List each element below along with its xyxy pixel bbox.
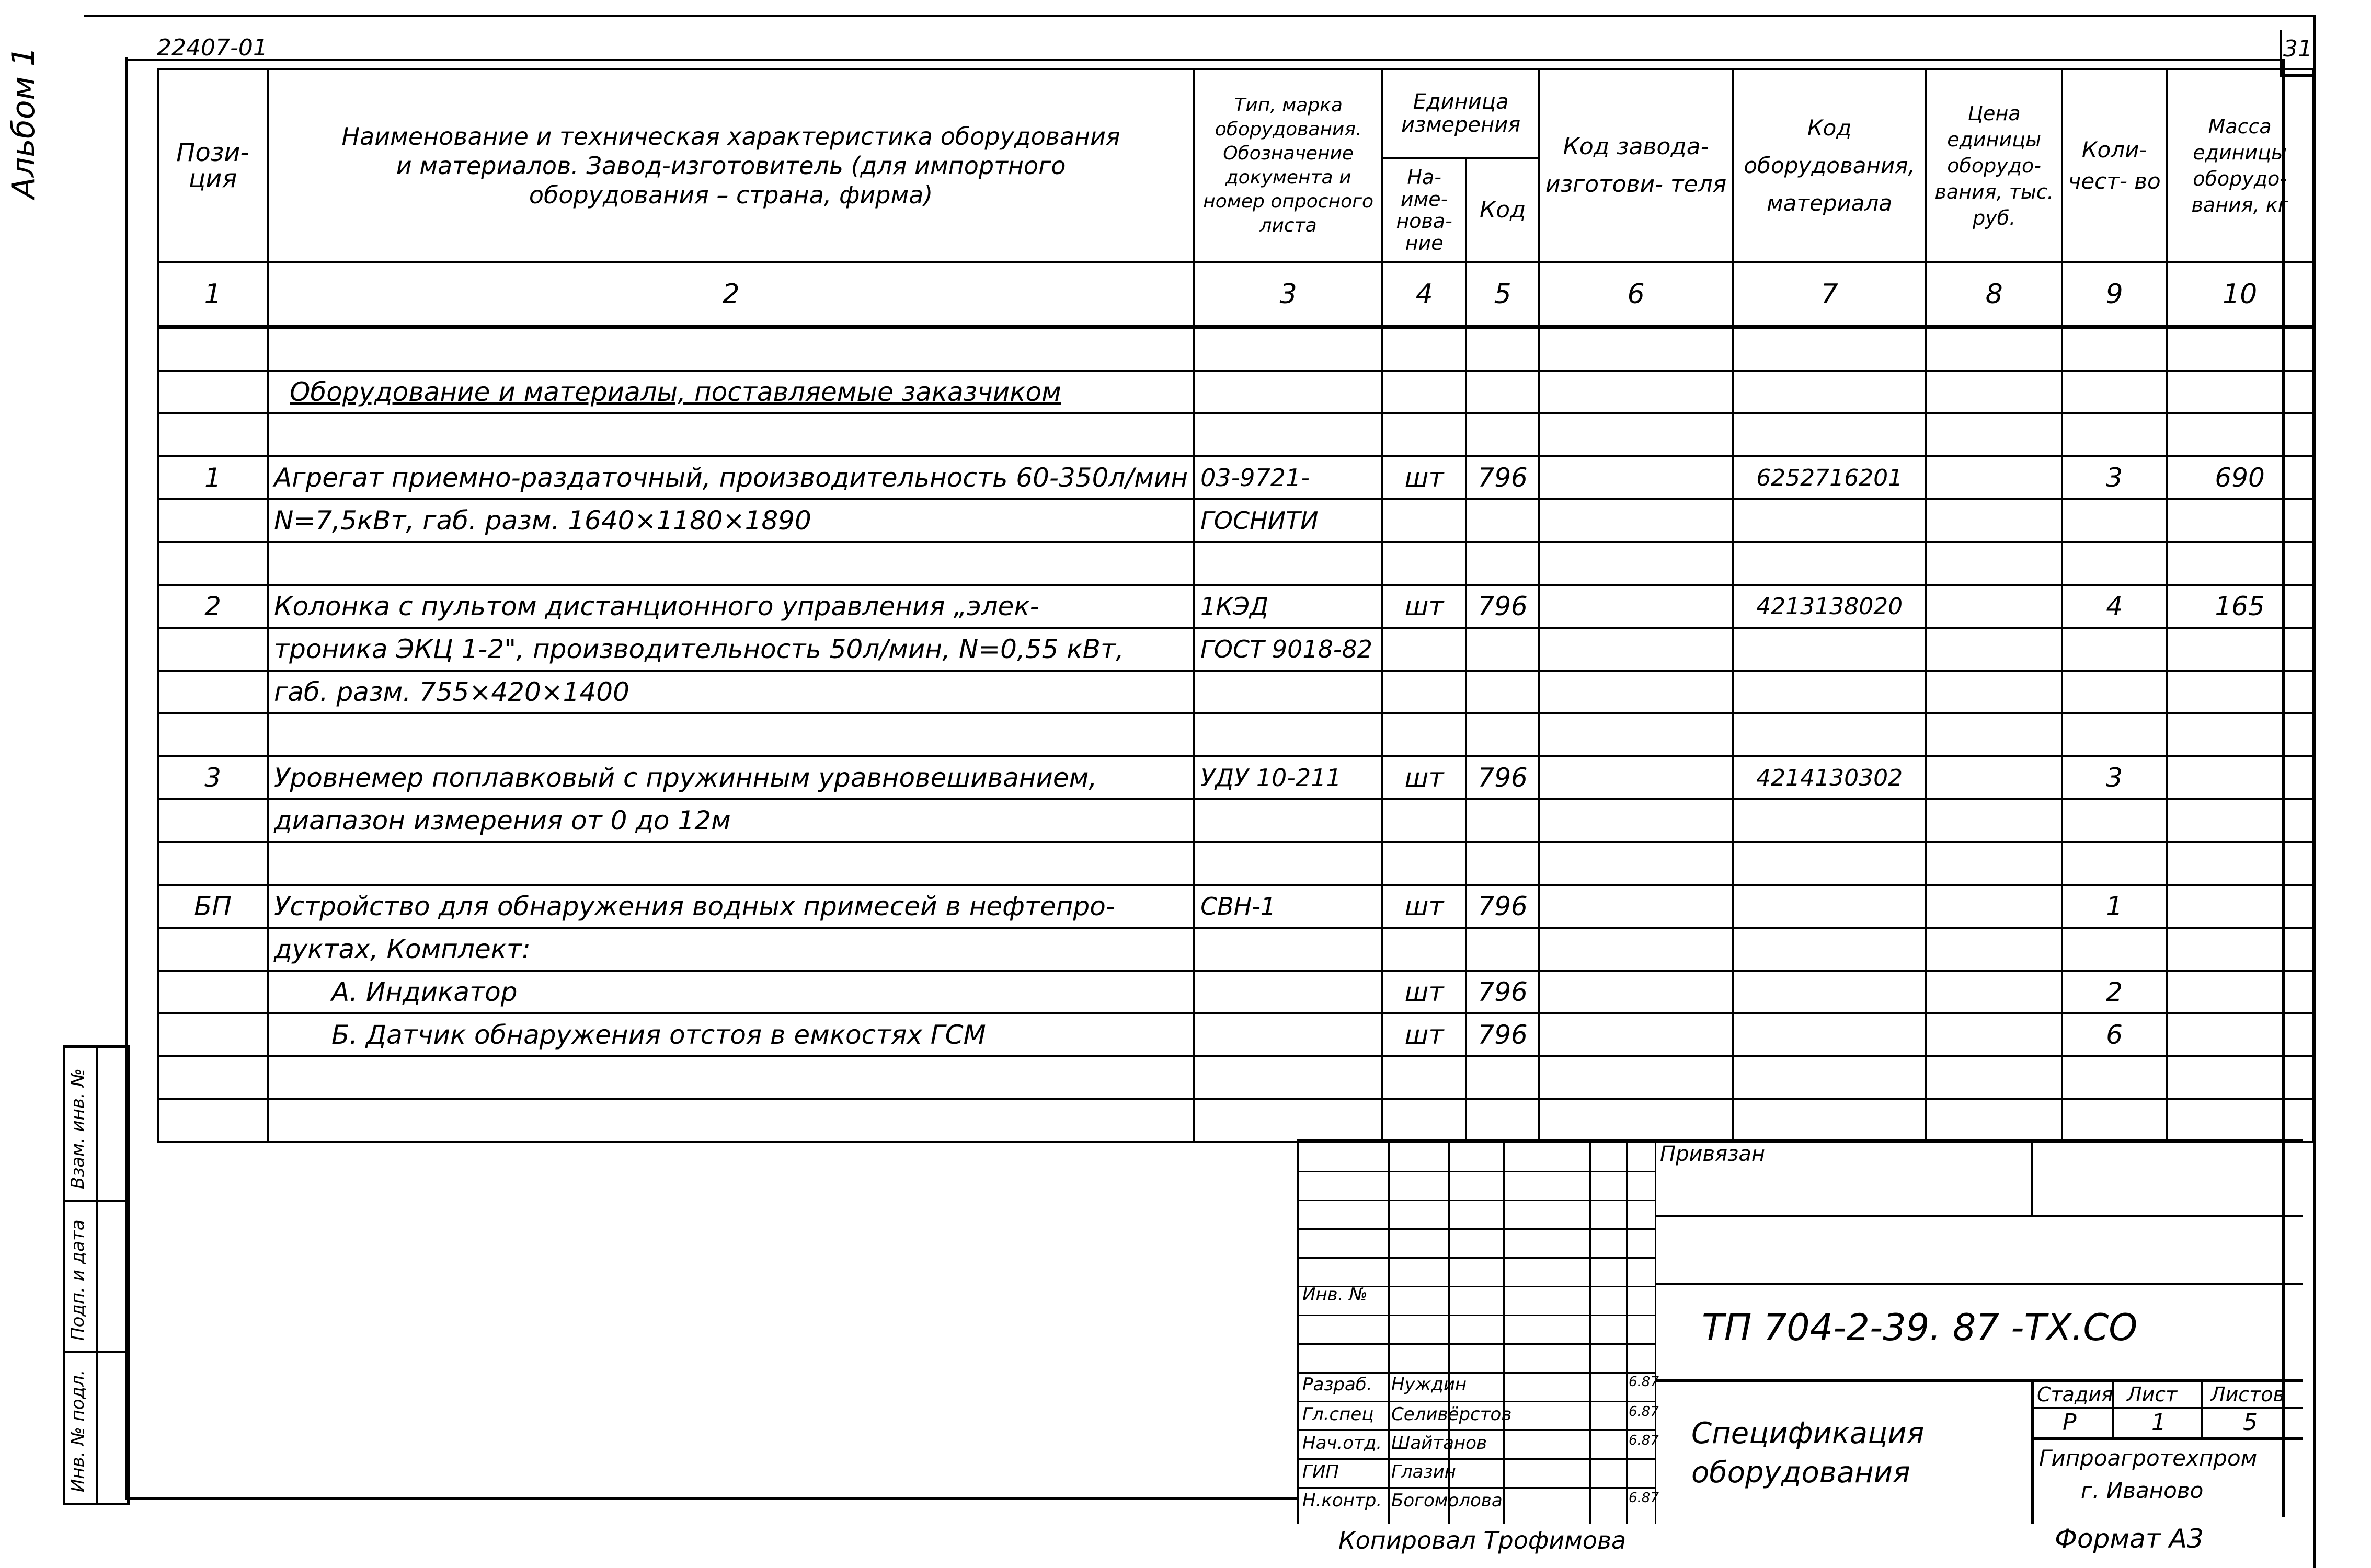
cell-equip: 4214130302: [1733, 756, 1926, 799]
inv-number-label: Инв. №: [1302, 1284, 1368, 1305]
cell-name: N=7,5кВт, габ. разм. 1640×1180×1890: [268, 499, 1194, 542]
cell-plant: [1539, 499, 1733, 542]
cell-code: 796: [1466, 756, 1539, 799]
cell-type: [1194, 371, 1382, 413]
role-name: Шайтанов: [1391, 1433, 1487, 1454]
cell-equip: [1733, 327, 1926, 371]
cell-type: ГОСНИТИ: [1194, 499, 1382, 542]
cell-qty: [2062, 413, 2167, 456]
role-role: Разраб.: [1302, 1374, 1372, 1395]
cell-unit: шт: [1382, 885, 1466, 928]
cell-qty: 6: [2062, 1013, 2167, 1056]
cell-name: габ. разм. 755×420×1400: [268, 671, 1194, 713]
cell-mass: [2167, 499, 2313, 542]
doc-title-line2: оборудования: [1691, 1456, 1910, 1490]
column-number: 5: [1466, 262, 1539, 327]
cell-qty: 3: [2062, 456, 2167, 499]
cell-unit: шт: [1382, 1013, 1466, 1056]
header-position: Пози- ция: [158, 69, 268, 262]
cell-name: Уровнемер поплавковый с пружинным уравновешиванием,: [268, 756, 1194, 799]
cell-mass: [2167, 628, 2313, 671]
cell-type: [1194, 713, 1382, 756]
cell-equip: [1733, 1056, 1926, 1099]
side-stamp: [63, 1045, 130, 1505]
inner-top-line: [125, 59, 2285, 61]
cell-unit: [1382, 713, 1466, 756]
cell-code: [1466, 713, 1539, 756]
cell-qty: 3: [2062, 756, 2167, 799]
cell-code: 796: [1466, 456, 1539, 499]
cell-pos: [158, 371, 268, 413]
sheets-value: 5: [2243, 1409, 2258, 1436]
table-row: [158, 1099, 2313, 1142]
cell-unit: [1382, 928, 1466, 971]
cell-equip: [1733, 842, 1926, 885]
cell-mass: [2167, 928, 2313, 971]
cell-unit: [1382, 799, 1466, 842]
header-plant-code: Код завода- изготови- теля: [1539, 69, 1733, 262]
cell-plant: [1539, 885, 1733, 928]
cell-pos: [158, 1099, 268, 1142]
header-equip-code: Код оборудования, материала: [1733, 69, 1926, 262]
corner-document-code: 22407-01: [157, 34, 268, 61]
cell-unit: [1382, 499, 1466, 542]
role-date: 6.87: [1629, 1490, 1659, 1506]
cell-price: [1926, 585, 2062, 628]
cell-mass: [2167, 413, 2313, 456]
cell-plant: [1539, 971, 1733, 1013]
cell-type: [1194, 1099, 1382, 1142]
header-unit-group: Единица измерения: [1382, 69, 1539, 158]
cell-pos: 1: [158, 456, 268, 499]
role-name: Глазин: [1391, 1461, 1456, 1482]
role-name: Нуждин: [1391, 1374, 1467, 1395]
cell-code: [1466, 1099, 1539, 1142]
cell-plant: [1539, 585, 1733, 628]
cell-qty: [2062, 1056, 2167, 1099]
cell-name: [268, 713, 1194, 756]
cell-price: [1926, 1013, 2062, 1056]
cell-type: 03-9721-: [1194, 456, 1382, 499]
header-mass: Масса единицы оборудо- вания, кг: [2167, 69, 2313, 262]
cell-equip: [1733, 413, 1926, 456]
cell-mass: [2167, 542, 2313, 585]
cell-price: [1926, 542, 2062, 585]
header-price: Цена единицы оборудо- вания, тыс. руб.: [1926, 69, 2062, 262]
cell-type: [1194, 413, 1382, 456]
role-role: ГИП: [1302, 1461, 1339, 1482]
cell-name: [268, 1099, 1194, 1142]
sheets-label: Листов: [2210, 1383, 2285, 1406]
doc-title-line1: Спецификация: [1691, 1416, 1925, 1450]
cell-pos: [158, 327, 268, 371]
cell-plant: [1539, 371, 1733, 413]
cell-unit: шт: [1382, 756, 1466, 799]
cell-pos: [158, 713, 268, 756]
cell-code: [1466, 628, 1539, 671]
title-block: [1297, 1139, 2303, 1524]
cell-plant: [1539, 756, 1733, 799]
cell-name: [268, 542, 1194, 585]
table-row: [158, 1013, 2313, 1056]
cell-equip: 6252716201: [1733, 456, 1926, 499]
cell-code: [1466, 799, 1539, 842]
cell-plant: [1539, 456, 1733, 499]
role-date: 6.87: [1629, 1433, 1659, 1448]
cell-qty: 1: [2062, 885, 2167, 928]
cell-plant: [1539, 413, 1733, 456]
cell-unit: [1382, 371, 1466, 413]
column-number: 7: [1733, 262, 1926, 327]
cell-qty: [2062, 327, 2167, 371]
cell-plant: [1539, 1099, 1733, 1142]
cell-unit: [1382, 327, 1466, 371]
cell-code: [1466, 671, 1539, 713]
role-name: Селивёрстов: [1391, 1404, 1512, 1425]
table-row: [158, 585, 2313, 628]
cell-price: [1926, 971, 2062, 1013]
side-stamp-inv: Инв. № подл.: [67, 1369, 88, 1492]
table-row: [158, 928, 2313, 971]
header-name: Наименование и техническая характеристика оборудования и материалов. Завод-изготовитель (для импортного оборудования – страна, фирма): [268, 69, 1194, 262]
sheet-label: Лист: [2127, 1383, 2178, 1406]
table-row: [158, 971, 2313, 1013]
cell-type: 1КЭД: [1194, 585, 1382, 628]
cell-pos: [158, 499, 268, 542]
cell-code: [1466, 499, 1539, 542]
cell-code: [1466, 928, 1539, 971]
cell-type: УДУ 10-211: [1194, 756, 1382, 799]
cell-name: [268, 842, 1194, 885]
cell-name: [268, 327, 1194, 371]
cell-equip: [1733, 542, 1926, 585]
cell-code: [1466, 542, 1539, 585]
cell-mass: [2167, 1056, 2313, 1099]
cell-price: [1926, 885, 2062, 928]
cell-name: А. Индикатор: [268, 971, 1194, 1013]
cell-qty: [2062, 1099, 2167, 1142]
cell-type: [1194, 1056, 1382, 1099]
cell-name: [268, 413, 1194, 456]
cell-mass: [2167, 885, 2313, 928]
table-row: [158, 413, 2313, 456]
cell-unit: [1382, 842, 1466, 885]
cell-price: [1926, 1099, 2062, 1142]
cell-type: СВН-1: [1194, 885, 1382, 928]
role-role: Н.контр.: [1302, 1490, 1382, 1511]
cell-name: Устройство для обнаружения водных примесей в нефтепро-: [268, 885, 1194, 928]
cell-type: [1194, 928, 1382, 971]
cell-price: [1926, 671, 2062, 713]
table-row: [158, 842, 2313, 885]
cell-equip: [1733, 1099, 1926, 1142]
column-number: 9: [2062, 262, 2167, 327]
cell-name: дуктах, Комплект:: [268, 928, 1194, 971]
cell-type: [1194, 799, 1382, 842]
privyazan-area: [1655, 1142, 2303, 1217]
cell-unit: [1382, 628, 1466, 671]
role-role: Нач.отд.: [1302, 1433, 1382, 1454]
role-role: Гл.спец: [1302, 1404, 1374, 1425]
cell-unit: [1382, 542, 1466, 585]
cell-qty: 2: [2062, 971, 2167, 1013]
privyazan-label: Привязан: [1660, 1142, 1766, 1166]
column-number: 2: [268, 262, 1194, 327]
cell-unit: [1382, 413, 1466, 456]
role-date: 6.87: [1629, 1374, 1659, 1390]
cell-code: 796: [1466, 585, 1539, 628]
top-border: [84, 15, 2316, 17]
cell-code: [1466, 413, 1539, 456]
table-row: [158, 799, 2313, 842]
cell-mass: [2167, 371, 2313, 413]
cell-equip: [1733, 1013, 1926, 1056]
cell-mass: 690: [2167, 456, 2313, 499]
sheet-value: 1: [2151, 1409, 2166, 1436]
album-label: Альбом 1: [5, 47, 42, 199]
column-number: 8: [1926, 262, 2062, 327]
cell-qty: [2062, 842, 2167, 885]
side-stamp-vzam: Взам. инв. №: [67, 1068, 88, 1189]
cell-mass: [2167, 1099, 2313, 1142]
table-row: [158, 456, 2313, 499]
table-row: [158, 327, 2313, 371]
copied-by: Копировал Трофимова: [1338, 1526, 1627, 1554]
cell-pos: [158, 842, 268, 885]
role-name: Богомолова: [1391, 1490, 1503, 1511]
cell-unit: шт: [1382, 585, 1466, 628]
bottom-frame-line: [125, 1497, 1297, 1500]
cell-plant: [1539, 1013, 1733, 1056]
cell-equip: [1733, 885, 1926, 928]
cell-pos: 3: [158, 756, 268, 799]
cell-type: [1194, 971, 1382, 1013]
table-row: [158, 542, 2313, 585]
cell-plant: [1539, 713, 1733, 756]
cell-code: [1466, 1056, 1539, 1099]
cell-price: [1926, 413, 2062, 456]
cell-qty: [2062, 499, 2167, 542]
cell-price: [1926, 327, 2062, 371]
cell-price: [1926, 371, 2062, 413]
cell-price: [1926, 499, 2062, 542]
cell-price: [1926, 628, 2062, 671]
cell-unit: шт: [1382, 971, 1466, 1013]
cell-pos: 2: [158, 585, 268, 628]
cell-type: ГОСТ 9018-82: [1194, 628, 1382, 671]
revision-grid: [1299, 1142, 1659, 1524]
cell-equip: [1733, 371, 1926, 413]
cell-name: Оборудование и материалы, поставляемые заказчиком: [268, 371, 1194, 413]
table-row: [158, 671, 2313, 713]
table-row: [158, 628, 2313, 671]
cell-mass: [2167, 799, 2313, 842]
column-number: 10: [2167, 262, 2313, 327]
cell-qty: [2062, 371, 2167, 413]
cell-qty: 4: [2062, 585, 2167, 628]
cell-plant: [1539, 928, 1733, 971]
table-row: [158, 1056, 2313, 1099]
cell-plant: [1539, 327, 1733, 371]
table-row: [158, 885, 2313, 928]
cell-price: [1926, 928, 2062, 971]
cell-type: [1194, 327, 1382, 371]
cell-code: [1466, 371, 1539, 413]
cell-mass: [2167, 327, 2313, 371]
cell-qty: [2062, 799, 2167, 842]
cell-mass: [2167, 671, 2313, 713]
cell-pos: [158, 1056, 268, 1099]
cell-unit: [1382, 1099, 1466, 1142]
cell-pos: [158, 799, 268, 842]
cell-equip: [1733, 971, 1926, 1013]
cell-qty: [2062, 671, 2167, 713]
cell-equip: [1733, 628, 1926, 671]
cell-pos: БП: [158, 885, 268, 928]
header-unit-name: На- име- нова- ние: [1382, 158, 1466, 262]
cell-plant: [1539, 671, 1733, 713]
cell-plant: [1539, 628, 1733, 671]
cell-price: [1926, 456, 2062, 499]
cell-pos: [158, 1013, 268, 1056]
document-designation: ТП 704-2-39. 87 -ТХ.СО: [1702, 1306, 2138, 1349]
sheet-number: 31: [2283, 36, 2312, 62]
organization-line2: г. Иваново: [2081, 1478, 2204, 1503]
stage-sheet-cell: [2034, 1380, 2303, 1440]
cell-plant: [1539, 1056, 1733, 1099]
column-number: 4: [1382, 262, 1466, 327]
cell-unit: [1382, 671, 1466, 713]
specification-table: [157, 68, 2314, 1143]
cell-equip: [1733, 499, 1926, 542]
cell-name: троника ЭКЦ 1-2", производительность 50л/мин, N=0,55 кВт,: [268, 628, 1194, 671]
cell-pos: [158, 628, 268, 671]
cell-equip: 4213138020: [1733, 585, 1926, 628]
cell-plant: [1539, 799, 1733, 842]
cell-qty: [2062, 713, 2167, 756]
cell-price: [1926, 842, 2062, 885]
column-number-row: [158, 262, 2313, 327]
cell-code: 796: [1466, 885, 1539, 928]
cell-equip: [1733, 799, 1926, 842]
cell-mass: [2167, 971, 2313, 1013]
cell-price: [1926, 799, 2062, 842]
cell-equip: [1733, 713, 1926, 756]
cell-pos: [158, 671, 268, 713]
cell-mass: 165: [2167, 585, 2313, 628]
cell-type: [1194, 542, 1382, 585]
cell-equip: [1733, 928, 1926, 971]
cell-qty: [2062, 628, 2167, 671]
role-date: 6.87: [1629, 1404, 1659, 1420]
cell-pos: [158, 413, 268, 456]
cell-mass: [2167, 713, 2313, 756]
table-row: [158, 756, 2313, 799]
cell-qty: [2062, 928, 2167, 971]
organization-line1: Гипроагротехпром: [2039, 1445, 2258, 1471]
cell-pos: [158, 928, 268, 971]
cell-mass: [2167, 1013, 2313, 1056]
cell-type: [1194, 671, 1382, 713]
cell-code: [1466, 327, 1539, 371]
cell-qty: [2062, 542, 2167, 585]
table-row: [158, 499, 2313, 542]
table-body: [158, 327, 2313, 1142]
header-row: [158, 69, 2313, 158]
cell-name: диапазон измерения от 0 до 12м: [268, 799, 1194, 842]
stage-label: Стадия: [2037, 1383, 2113, 1406]
doc-title-cell: [1655, 1380, 2034, 1524]
cell-pos: [158, 971, 268, 1013]
cell-type: [1194, 1013, 1382, 1056]
cell-code: 796: [1466, 971, 1539, 1013]
cell-mass: [2167, 756, 2313, 799]
cell-unit: [1382, 1056, 1466, 1099]
cell-name: Б. Датчик обнаружения отстоя в емкостях ГСМ: [268, 1013, 1194, 1056]
designation-cell: [1655, 1283, 2303, 1382]
cell-price: [1926, 756, 2062, 799]
table-row: [158, 713, 2313, 756]
header-qty: Коли- чест- во: [2062, 69, 2167, 262]
cell-pos: [158, 542, 268, 585]
cell-type: [1194, 842, 1382, 885]
cell-unit: шт: [1382, 456, 1466, 499]
cell-price: [1926, 1056, 2062, 1099]
column-number: 6: [1539, 262, 1733, 327]
cell-plant: [1539, 842, 1733, 885]
cell-name: [268, 1056, 1194, 1099]
cell-name: Агрегат приемно-раздаточный, производительность 60-350л/мин: [268, 456, 1194, 499]
cell-mass: [2167, 842, 2313, 885]
organization-cell: [2034, 1440, 2303, 1524]
stage-value: Р: [2063, 1409, 2077, 1436]
side-stamp-podp: Подп. и дата: [67, 1219, 88, 1341]
cell-price: [1926, 713, 2062, 756]
table-row: [158, 371, 2313, 413]
cell-plant: [1539, 542, 1733, 585]
cell-code: 796: [1466, 1013, 1539, 1056]
column-number: 3: [1194, 262, 1382, 327]
header-type: Тип, марка оборудования. Обозначение документа и номер опросного листа: [1194, 69, 1382, 262]
paper-format: Формат А3: [2055, 1524, 2204, 1554]
header-unit-code: Код: [1466, 158, 1539, 262]
cell-name: Колонка с пультом дистанционного управления „элек-: [268, 585, 1194, 628]
cell-equip: [1733, 671, 1926, 713]
cell-code: [1466, 842, 1539, 885]
column-number: 1: [158, 262, 268, 327]
